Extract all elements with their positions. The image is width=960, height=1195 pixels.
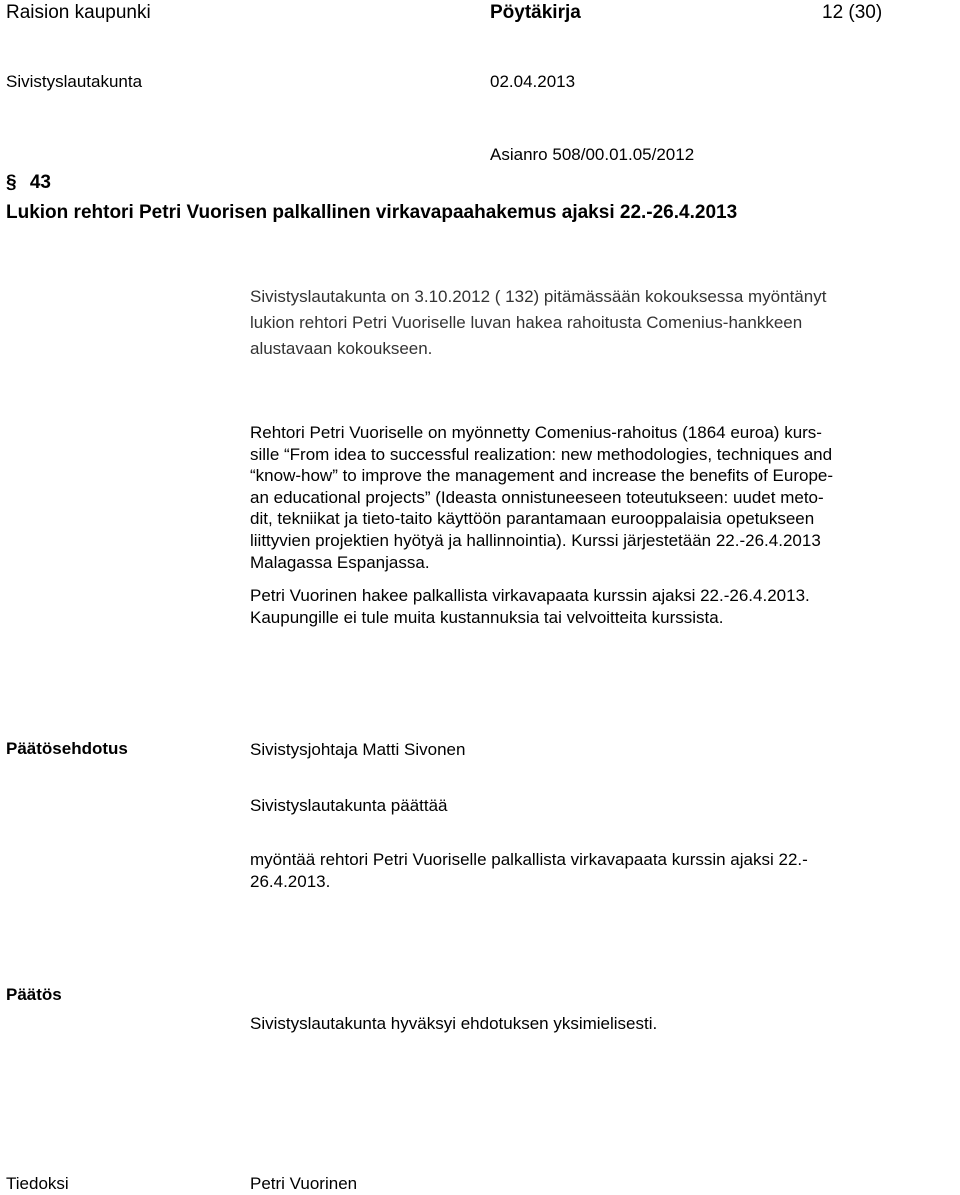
header-city: Raision kaupunki (6, 2, 151, 23)
text-line: dit, tekniikat ja tieto-taito käyttöön parantamaan eurooppalaisia opetukseen (250, 509, 815, 529)
header-committee: Sivistyslautakunta (6, 72, 143, 91)
header-doc-type: Pöytäkirja (490, 2, 581, 23)
text-line: alustavaan kokoukseen. (250, 339, 433, 358)
text-line: Sivistyslautakunta on 3.10.2012 ( 132) pitämässään kokouksessa myöntänyt (250, 287, 827, 306)
text-line: Rehtori Petri Vuoriselle on myönnetty Comenius-rahoitus (1864 euroa) kurs- (250, 423, 822, 442)
text-line: Kaupungille ei tule muita kustannuksia tai velvoitteita kurssista. (250, 607, 724, 627)
intro-paragraph (250, 284, 930, 362)
text-line: Malagassa Espanjassa. (250, 552, 430, 572)
text-line: “know-how” to improve the management and increase the benefits of Europe- (250, 466, 834, 486)
text-line: lukion rehtori Petri Vuoriselle luvan hakea rahoitusta Comenius-hankkeen (250, 313, 803, 332)
proposal-text (250, 849, 930, 892)
proposal-presenter: Sivistysjohtaja Matti Sivonen (250, 740, 466, 759)
decision-label: Päätös (6, 985, 62, 1004)
proposal-label: Päätösehdotus (6, 739, 128, 758)
decision-text: Sivistyslautakunta hyväksyi ehdotuksen yksimielisesti. (250, 1014, 658, 1033)
leave-paragraph (250, 585, 930, 628)
item-number (6, 172, 51, 194)
text-line: myöntää rehtori Petri Vuoriselle palkallista virkavapaata kurssin ajaksi 22.- (250, 850, 808, 869)
proposal-decider: Sivistyslautakunta päättää (250, 796, 448, 815)
header-page-number: 12 (30) (822, 2, 883, 23)
comenius-paragraph (250, 422, 930, 573)
footer-label: Tiedoksi (6, 1174, 69, 1193)
footer-recipient: Petri Vuorinen (250, 1174, 358, 1193)
text-line: Petri Vuorinen hakee palkallista virkavapaata kurssin ajaksi 22.-26.4.2013. (250, 586, 810, 605)
header-date: 02.04.2013 (490, 72, 576, 91)
text-line: an educational projects” (Ideasta onnistuneeseen toteutukseen: uudet meto- (250, 487, 824, 507)
item-title: Lukion rehtori Petri Vuorisen palkallinen virkavapaahakemus ajaksi 22.-26.4.2013 (6, 202, 738, 223)
item-number-value: 43 (29, 172, 51, 193)
text-line: liittyvien projektien hyötyä ja hallinnointia). Kurssi järjestetään 22.-26.4.2013 (250, 530, 821, 550)
case-number: Asianro 508/00.01.05/2012 (490, 145, 695, 164)
section-sign-icon: § (6, 172, 17, 193)
text-line: sille “From idea to successful realization: new methodologies, techniques and (250, 444, 833, 464)
text-line: 26.4.2013. (250, 871, 331, 891)
